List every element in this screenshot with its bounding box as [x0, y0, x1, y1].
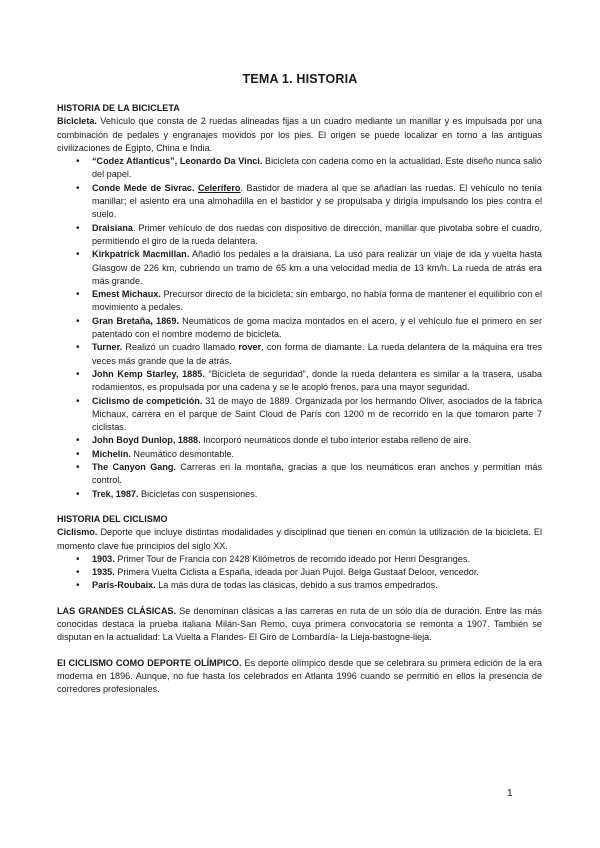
list-item	[57, 155, 542, 182]
paragraph-olimpico	[57, 657, 542, 697]
list-item	[57, 222, 542, 249]
text: “Bicicleta de seguridad”, donde la rueda delantera es similar a la trasera, usaba rodamientos, es propulsada por una cadena y se le acopló frenos, para una mayor seguridad.	[92, 368, 542, 393]
term: John Boyd Dunlop, 1888.	[92, 435, 201, 446]
text: Neumáticos de goma maciza montados en el acero, y el vehículo fue el primero en ser patentado con el nombre moderno de bicicleta.	[92, 315, 542, 340]
paragraph-ciclismo-intro	[57, 526, 542, 553]
list-item	[57, 488, 542, 501]
list-item	[57, 448, 542, 461]
text: Vehículo que consta de 2 ruedas alineadas fijas a un cuadro mediante un manillar y es impulsada por una combinación de pedales y engranajes movidos por los pies. El origen se puede localizar en torno a las antiguas civilizaciones de Egipto, China e India.	[57, 116, 542, 153]
text: Es deporte olímpico desde que se celebrara su primera edición de la era moderna en 1896. Aunque, no fue hasta los celebrados en Atlanta 1996 cuando se permitió en ellos la presencia de corredores profesionales.	[57, 657, 542, 695]
list-bicicleta	[57, 155, 542, 501]
term: John Kemp Starley, 1885.	[92, 368, 205, 379]
term: Conde Mede de Sivrac.	[92, 182, 199, 193]
term: Draisiana	[92, 222, 133, 233]
term: “Codez Atlanticus”, Leonardo Da Vinci.	[92, 156, 263, 167]
term: Ciclismo.	[57, 527, 98, 538]
text: . Primer vehículo de dos ruedas con dispositivo de dirección, manillar que pivotaba sobre el cuadro, permitiendo el giro de la rueda delantera.	[92, 222, 542, 246]
paragraph-bicicleta-intro	[57, 115, 542, 155]
list-item	[57, 368, 542, 395]
list-item	[57, 288, 542, 315]
term-inline: rover	[238, 342, 262, 353]
list-item	[57, 341, 542, 368]
document-content	[57, 102, 542, 696]
text: 31 de mayo de 1889. Organizada por los hermando Oliver, asociados de la fábrica Michaux, carrera en el parque de Saint Cloud de París con 1200 m de recorrido en la que tomaron parte 7 ciclistas.	[92, 395, 542, 433]
term: Ciclismo de competición.	[92, 395, 203, 406]
spacer	[57, 501, 542, 513]
text: Bicicletas con suspensiones.	[138, 488, 258, 499]
term: Turner.	[92, 342, 123, 353]
list-item	[57, 566, 542, 579]
section-heading-bicicleta: HISTORIA DE LA BICICLETA	[57, 103, 180, 113]
text: Realizó un cuadro llamado	[122, 342, 239, 353]
list-item	[57, 461, 542, 488]
page-number: 1	[507, 788, 513, 799]
term: Michelín.	[92, 448, 131, 459]
list-item	[57, 434, 542, 447]
text: Primer Tour de Francia con 2428 Kilómetros de recorrido ideado por Henri Desgranges.	[114, 553, 470, 564]
text: . Bastidor de madera al que se añadían las ruedas. El vehículo no tenía manillar; el asiento era una almohadilla en el bastidor y se propulsaba y dirigía impulsando los pies contra el suelo.	[92, 182, 542, 220]
text: Carreras en la montaña, gracias a que los neumáticos eran anchos y permitían más control.	[92, 462, 542, 486]
term: Kirkpatrick Macmillan.	[92, 249, 190, 260]
spacer	[57, 645, 542, 657]
list-item	[57, 579, 542, 592]
section-heading-ciclismo: HISTORIA DEL CICLISMO	[57, 513, 168, 524]
term: Gran Bretaña, 1869.	[92, 315, 179, 326]
text: Primera Vuelta Ciclista a España, ideada por Juan Pujol. Belga Gustaaf Deloor, vencedor.	[114, 567, 479, 578]
term: El CICLISMO COMO DEPORTE OLÍMPICO.	[57, 657, 242, 668]
text: Bicicleta con cadena como en la actualidad. Este diseño nunca salió del papel.	[92, 156, 542, 180]
term: 1903.	[92, 553, 115, 564]
term-underlined: Celerífero	[198, 182, 241, 193]
text: Neumático desmontable.	[130, 448, 235, 459]
paragraph-clasicas	[57, 605, 542, 645]
term: The Canyon Gang.	[92, 462, 176, 473]
list-item	[57, 395, 542, 435]
text: , con forma de diamante. La rueda delantera de la máquina era tres veces más grande que la de atrás.	[92, 342, 542, 366]
term: Emest Michaux.	[92, 289, 161, 300]
term: París-Roubaix.	[92, 580, 156, 591]
text: Incorporó neumáticos donde el tubo interior estaba relleno de aire.	[200, 435, 472, 446]
list-item	[57, 248, 542, 288]
term: LAS GRANDES CLÁSICAS.	[57, 605, 177, 616]
text: La más dura de todas las clásicas, debido a sus tramos empedrados.	[155, 580, 438, 591]
list-ciclismo	[57, 553, 542, 593]
text: Añadió los pedales a la draisiana. La usó para realizar un viaje de ida y vuelta hasta Glasgow de 226 km, cubriendo un tramo de 65 km a una velocidad media de 13 km/h. La rueda de atrás era más grande.	[92, 249, 542, 286]
term: 1935.	[92, 567, 115, 578]
text: Deporte que incluye distintas modalidades y disciplinad que tienen en común la utilización de la bicicleta. El momento clave fue principios del siglo XX.	[57, 527, 542, 551]
text: Precursor directo de la bicicleta; sin embargo, no había forma de mantener el equilibrio con el movimiento a pedales.	[92, 289, 542, 313]
spacer	[57, 593, 542, 605]
text: Se denominan clásicas a las carreras en ruta de un sólo día de duración. Entre las más conocidas destaca la prueba italiana Milán-San Remo, cuya primera convocatoria se remonta a 1907. También se disputan en la actualidad: La Vuelta a Flandes- El Giro de Lombardía- la Lieja-bastogne-lieja.	[57, 605, 542, 643]
page-title: TEMA 1. HISTORIA	[242, 72, 358, 86]
list-item	[57, 182, 542, 222]
list-item	[57, 315, 542, 342]
list-item	[57, 553, 542, 566]
term: Bicicleta.	[57, 116, 97, 127]
term: Trek, 1987.	[92, 488, 139, 499]
